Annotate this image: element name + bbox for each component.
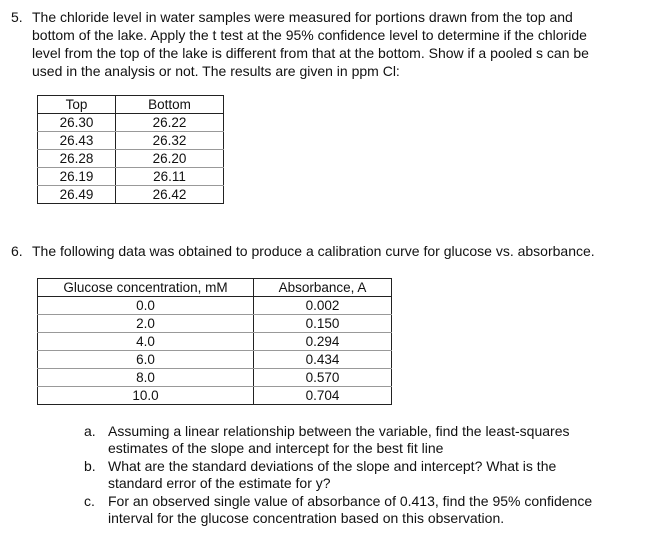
- table-cell: 26.11: [116, 168, 224, 186]
- problem-5-line: bottom of the lake. Apply the t test at the 95% confidence level to determine if the chloride: [32, 27, 587, 43]
- column-header-bottom: Bottom: [116, 96, 224, 114]
- subquestion-text: [108, 458, 658, 492]
- column-header-glucose: Glucose concentration, mM: [38, 279, 254, 297]
- table-cell: 26.20: [116, 150, 224, 168]
- problem-5-line: level from the top of the lake is different from that at the bottom. Show if a pooled s can be: [32, 45, 589, 61]
- table-cell: 0.0: [38, 297, 254, 315]
- subquestion-line: For an observed single value of absorbance of 0.413, find the 95% confidence: [108, 493, 593, 509]
- problem-6-number: 6.: [11, 243, 23, 259]
- table-cell: 0.434: [254, 351, 392, 369]
- table-cell: 4.0: [38, 333, 254, 351]
- problem-5-line: used in the analysis or not. The results are given in ppm Cl:: [32, 63, 400, 79]
- subquestion-line: standard error of the estimate for y?: [108, 475, 331, 491]
- problem-6-line: The following data was obtained to produce a calibration curve for glucose vs. absorbance.: [32, 243, 595, 259]
- table-cell: 0.002: [254, 297, 392, 315]
- table-row: [38, 387, 392, 405]
- table-cell: 26.43: [38, 132, 116, 150]
- table-row: [38, 186, 224, 204]
- table-row: [38, 168, 224, 186]
- table-cell: 26.28: [38, 150, 116, 168]
- table-cell: 26.19: [38, 168, 116, 186]
- subquestion-line: What are the standard deviations of the slope and intercept? What is the: [108, 458, 557, 474]
- problem-6-text: [32, 242, 632, 260]
- table-cell: 8.0: [38, 369, 254, 387]
- chloride-table: [37, 95, 224, 204]
- table-cell: 10.0: [38, 387, 254, 405]
- subquestion-text: [108, 423, 658, 457]
- problem-5-text: [32, 8, 632, 80]
- table-row: [38, 351, 392, 369]
- table-cell: 0.294: [254, 333, 392, 351]
- table-cell: 26.49: [38, 186, 116, 204]
- table-cell: 26.42: [116, 186, 224, 204]
- table-row: [38, 315, 392, 333]
- table-row: [38, 150, 224, 168]
- subquestion-letter: b.: [84, 458, 96, 474]
- table-cell: 6.0: [38, 351, 254, 369]
- table-header-row: [38, 96, 224, 114]
- subquestion-letter: c.: [84, 493, 95, 509]
- table-header-row: [38, 279, 392, 297]
- table-cell: 26.30: [38, 114, 116, 132]
- calibration-table: [37, 278, 392, 405]
- table-cell: 0.150: [254, 315, 392, 333]
- problem-5-number: 5.: [11, 9, 23, 25]
- table-cell: 26.32: [116, 132, 224, 150]
- subquestion-line: estimates of the slope and intercept for the best fit line: [108, 440, 444, 456]
- table-cell: 2.0: [38, 315, 254, 333]
- table-cell: 0.704: [254, 387, 392, 405]
- problem-5-line: The chloride level in water samples were measured for portions drawn from the top and: [32, 9, 573, 25]
- table-row: [38, 333, 392, 351]
- table-row: [38, 297, 392, 315]
- subquestion-line: interval for the glucose concentration based on this observation.: [108, 510, 505, 526]
- column-header-absorbance: Absorbance, A: [254, 279, 392, 297]
- table-cell: 0.570: [254, 369, 392, 387]
- subquestion-letter: a.: [84, 423, 96, 439]
- table-row: [38, 369, 392, 387]
- table-row: [38, 132, 224, 150]
- column-header-top: Top: [38, 96, 116, 114]
- table-row: [38, 114, 224, 132]
- subquestion-line: Assuming a linear relationship between the variable, find the least-squares: [108, 423, 570, 439]
- table-cell: 26.22: [116, 114, 224, 132]
- subquestion-text: [108, 493, 658, 527]
